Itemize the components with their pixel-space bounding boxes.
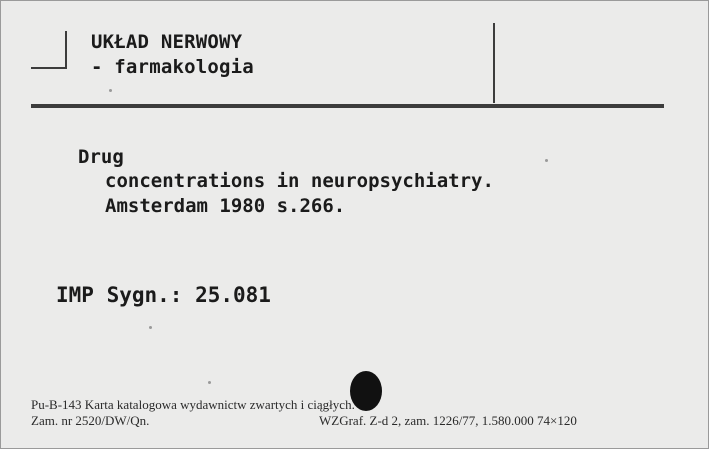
paper-speck xyxy=(545,159,548,162)
index-bracket-vertical xyxy=(65,31,67,69)
subject-heading-line1: UKŁAD NERWOWY xyxy=(91,31,243,53)
entry-title-line2: concentrations in neuropsychiatry. xyxy=(105,170,494,192)
footer-line2-left: Zam. nr 2520/DW/Qn. xyxy=(31,413,150,428)
entry-title-line1: Drug xyxy=(78,146,124,168)
entry-imprint: Amsterdam 1980 s.266. xyxy=(105,195,346,217)
paper-speck xyxy=(208,381,211,384)
subject-heading-line2: - farmakologia xyxy=(91,56,254,78)
footer-line1: Pu-B-143 Karta katalogowa wydawnictw zwartych i ciągłych. xyxy=(31,397,355,412)
paper-speck xyxy=(149,326,152,329)
header-separator-rule xyxy=(31,104,664,108)
header-right-rule xyxy=(493,23,495,103)
footer-line2-right: WZGraf. Z-d 2, zam. 1226/77, 1.580.000 74×120 xyxy=(319,413,577,428)
call-number: IMP Sygn.: 25.081 xyxy=(56,283,271,307)
paper-speck xyxy=(109,89,112,92)
index-bracket-horizontal xyxy=(31,67,67,69)
